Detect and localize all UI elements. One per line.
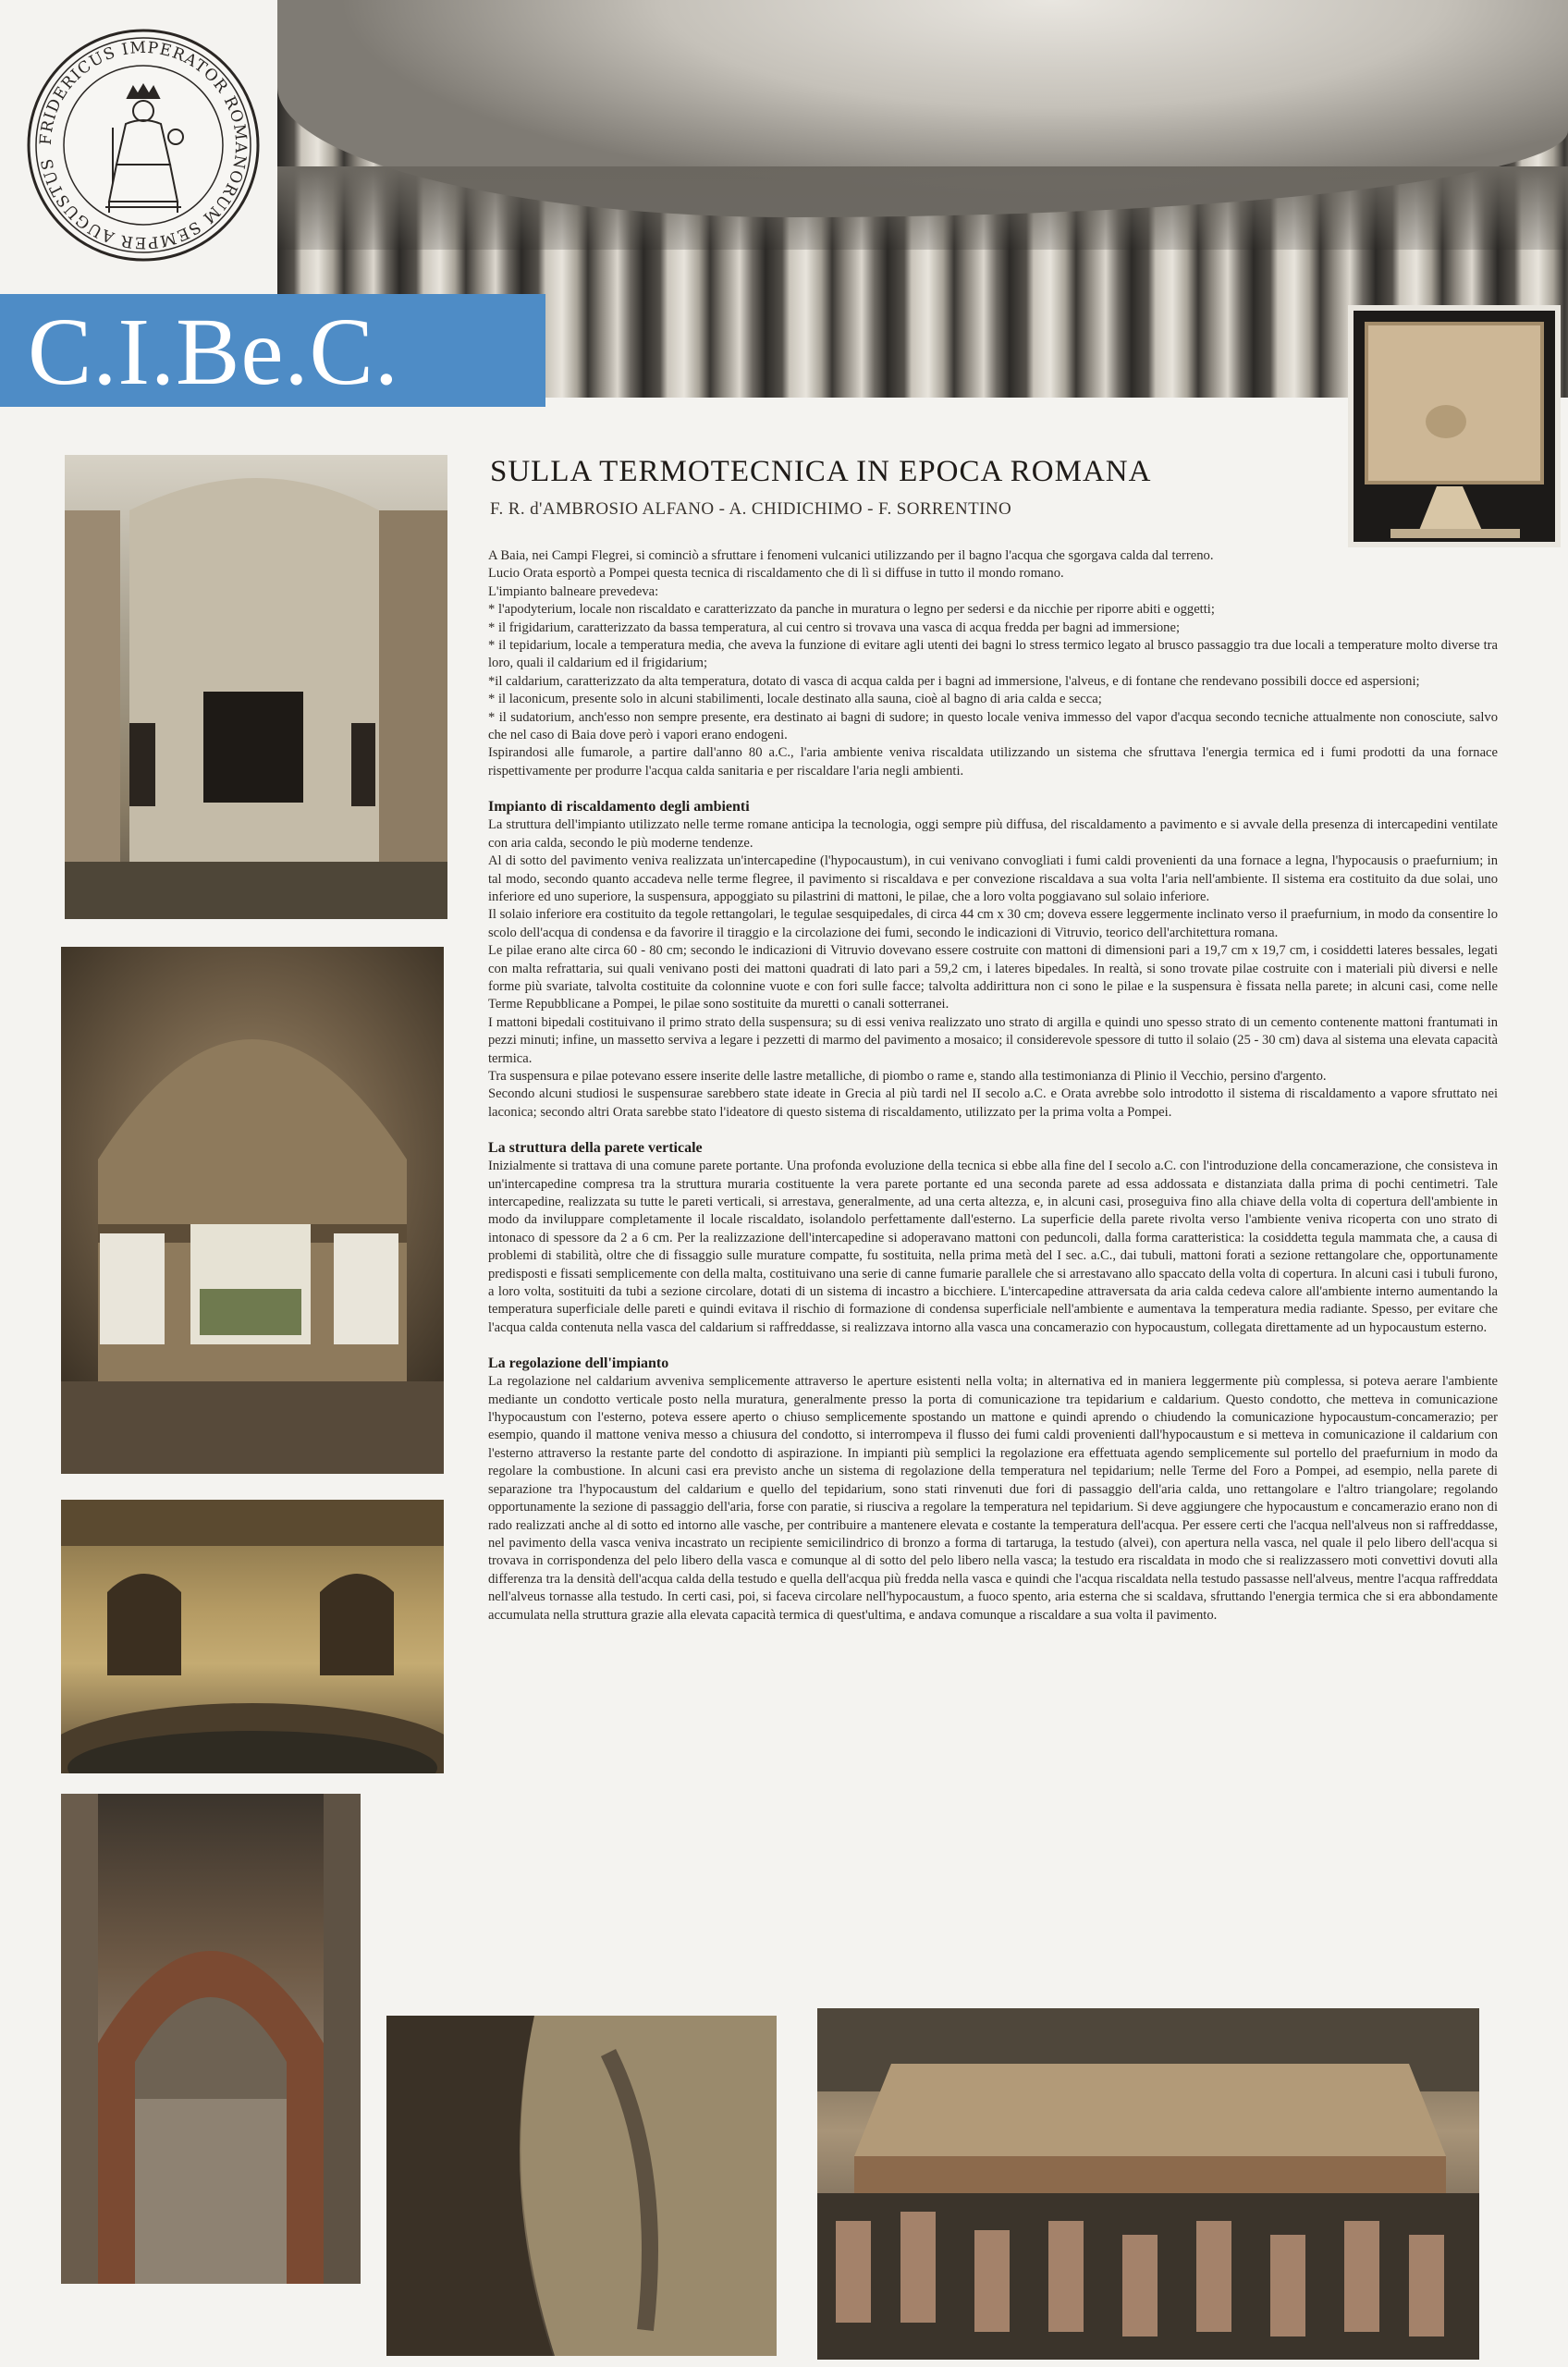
section-paragraph: Al di sotto del pavimento veniva realizzata un'intercapedine (l'hypocaustum), in cui venivano convogliati i fumi caldi provenienti da una fornace a legna, l'hypocausis o praefurnium; in tal modo, secondo quanto accadeva nelle terme flegree, il pavimento si riscaldava e per convezione riscaldava a sua volta l'aria nell'ambiente. Il sistema era costituito da due solai, uno inferiore ed uno superiore, la suspensura, appoggiato su pilastrini di mattoni, le pilae, che a loro volta poggiavano sul solaio inferiore. [488, 853, 1498, 904]
ruin-rotunda-photo [65, 455, 447, 919]
intro-paragraph: L'impianto balneare prevedeva: [488, 583, 659, 599]
section-paragraph: Tra suspensura e pilae potevano essere inserite delle lastre metalliche, di piombo o rame e, stando alla testimonianza di Plinio il Vecchio, persino d'argento. [488, 1068, 1327, 1084]
logo-text: C.I.Be.C. [28, 299, 399, 405]
frigidarium-niches-photo [61, 1500, 444, 1773]
intro-list-item: * il sudatorium, anch'esso non sempre presente, era destinato ai bagni di sudore; in questo locale veniva immesso del vapor d'acqua secondo tecniche attualmente non conosciute, salvo che nel caso di Baia dove però i vapori erano endogeni. [488, 709, 1498, 743]
section-heading: Impianto di riscaldamento degli ambienti [488, 799, 750, 816]
intro-paragraph: Lucio Orata esportò a Pompei questa tecnica di riscaldamento che di lì si diffuse in tutto il mondo romano. [488, 566, 1064, 582]
hypocaust-pilae-photo [817, 2008, 1479, 2360]
intro-paragraph: Ispirandosi alle fumarole, a partire dall'anno 80 a.C., l'aria ambiente veniva riscaldata utilizzando un sistema che sfruttava l'energia termica ed i fumi prodotti da una fornace rispettivamente per produrre l'acqua calda sanitaria e per riscaldare l'aria negli ambienti. [488, 745, 1498, 779]
imperial-seal-logo [24, 26, 263, 264]
page-title: SULLA TERMOTECNICA IN EPOCA ROMANA [490, 455, 1152, 488]
intro-list-item: * il laconicum, presente solo in alcuni stabilimenti, locale destinato alla sauna, cioè al bagno di aria calda e secca; [488, 692, 1102, 707]
section-wall [488, 1139, 1498, 1337]
rock-cave-photo [386, 2016, 777, 2356]
section-paragraph: Secondo alcuni studiosi le suspensurae sarebbero state ideate in Grecia al più tardi nel II secolo a.C. e Orata avrebbe solo introdotto il sistema di riscaldamento a vapore sfruttato nei laconica; secondo altri Orata sarebbe stato l'ideatore di questo sistema di riscaldamento, utilizzato per la prima volta a Pompei. [488, 1086, 1498, 1120]
svg-text:FRIDERICUS IMPERATOR ROMANORUM: FRIDERICUS IMPERATOR ROMANORUM SEMPER AUGUSTUS [36, 38, 251, 252]
authors-line: F. R. d'AMBROSIO ALFANO - A. CHIDICHIMO - F. SORRENTINO [490, 499, 1012, 519]
section-regulation [488, 1355, 1498, 1625]
intro-block [488, 547, 1498, 780]
brick-arch-photo [61, 1794, 361, 2284]
logo-band [0, 294, 545, 407]
artifact-photo [1348, 305, 1561, 547]
intro-list-item: * il frigidarium, caratterizzato da bassa temperatura, al cui centro si trovava una vasca di acqua fredda per bagni ad immersione; [488, 619, 1181, 635]
intro-list-item: *il caldarium, caratterizzato da alta temperatura, dotato di vasca di acqua calda per i bagni ad immersione, l'alveus, e di fontane che rendevano possibili docce ed aspersioni; [488, 673, 1420, 689]
section-paragraph: La struttura dell'impianto utilizzato nelle terme romane anticipa la tecnologia, oggi sempre più diffusa, del riscaldamento a pavimento e si avvale della presenza di intercapedini ventilate con aria calda, secondo le più moderne tendenze. [488, 817, 1498, 851]
intro-list-item: * l'apodyterium, locale non riscaldato e caratterizzato da panche in muratura o legno per sedersi e da nicchie per riporre abiti e oggetti; [488, 602, 1215, 618]
intro-paragraph: A Baia, nei Campi Flegrei, si cominciò a sfruttare i fenomeni vulcanici utilizzando per il bagno l'acqua che sgorgava calda dal terreno. [488, 548, 1214, 563]
section-paragraph: La regolazione nel caldarium avveniva semplicemente attraverso le aperture esistenti nella volta; in alternativa ed in maniera leggermente più complessa, si poteva aerare l'ambiente mediante un condotto verticale posto nella muratura, generalmente presso la porta di comunicazione tra tepidarium e caldarium. Questo condotto, che metteva in comunicazione l'hypocaustum con l'esterno, poteva essere aperto o chiuso semplicemente spostando un mattone e quindi aprendo o chiudendo la comunicazione hypocaustum-concamerazio; per esempio, quando il mattone veniva messo a chiusura del condotto, si interrompeva il flusso dei fumi caldi provenienti dall'hypocaustum e si metteva in comunicazione il caldarium con l'esterno attraverso la restante parte del condotto di aspirazione. In impianti più semplici la regolazione era effettuata agendo semplicemente sul portello del praefurnium in modo da regolare la combustione. In alcuni casi era previsto anche un sistema di regolazione della temperatura nel tepidarium; nelle Terme del Foro a Pompei, ad esempio, nella parete di separazione tra l'hypocaustum del caldarium e quello del tepidarium, sono stati rinvenuti due fori di passaggio dell'aria calda, uno rettangolare e l'altro triangolare; regolando opportunamente la sezione di passaggio dell'aria, forse con paratie, si riusciva a regolare la temperatura nel tepidarium. Si deve aggiungere che hypocaustum e concamerazio erano non di rado realizzati anche al di sotto ed intorno alle vasche, per contribuire a mantenere elevata e costante la temperatura dell'acqua. Per essere certi che l'acqua nell'alveus non si raffreddasse, nel pavimento della vasca veniva incastrato un recipiente semicilindrico di bronzo a forma di tartaruga, la testudo (alvei), con apertura nella vasca, nel quale il pelo libero dell'acqua si trovava in corrispondenza del pelo libero della vasca e comunque al di sotto del pelo libero nella vasca; la testudo era riscaldata in modo che si realizzassero moti convettivi dovuti alla differenza tra la densità dell'acqua calda della testudo e quella dell'acqua più fredda nella vasca e quindi che l'acqua riscaldata nella testudo passasse nell'alveus, mentre l'acqua raffreddata nell'alveus tornasse alla testudo. In certi casi, poi, si faceva circolare nell'hypocaustum, a fuoco spento, aria esterna che si scaldava, sfruttando l'energia termica che si era abbondamente accumulata nella struttura grazie alla elevata capacità termica di quest'ultima, e andava comunque a riscaldare a sua volta il pavimento. [488, 1374, 1498, 1623]
intro-list-item: * il tepidarium, locale a temperatura media, che aveva la funzione di evitare agli utenti dei bagni lo stress termico legato al brusco passaggio tra due locali a temperature molto diverse tra loro, quali il caldarium ed il frigidarium; [488, 638, 1498, 671]
section-paragraph: Inizialmente si trattava di una comune parete portante. Una profonda evoluzione della tecnica si ebbe alla fine del I secolo a.C. con l'introduzione della concamerazione, che consisteva in un'intercapedine compresa tra la struttura muraria costituente la vera parete portante ed una seconda parete ad essa addossata e distanziata dalla prima di pochi centimetri. Tale intercapedine, realizzata su tutte le pareti verticali, si arrestava, generalmente, ad una certa altezza, e, in alcuni casi, proseguiva fino alla chiave della volta di copertura dell'ambiente in modo da invilupparе completamente il locale riscaldato, isolandolo perfettamente dall'esterno. La superficie della parete rivolta verso l'ambiente veniva ricoperta con uno strato di intonaco di spessore da 2 a 6 cm. Per la realizzazione dell'intercapedine si adoperavano mattoni con peduncoli, dalla forma caratteristica: la cosiddetta tegula mammata che, a causa di problemi di stabilità, oltre che di fissaggio sulle murature compatte, fu sostituita, nella prima metà del I sec. a.C., dai tubuli, mattoni forati a sezione rettangolare che, opportunamente predisposti e fissati semplicemente con della malta, costituivano una serie di canne fumarie parallele che si arrestavano allo spaccato della volta di copertura. In alcuni casi i tubuli furono, a loro volta, sostituiti da tubi a sezione circolare, dotati di un sistema di incastro a bicchiere. L'intercapedine attraversata da aria calda cedeva calore all'ambiente interno aumentando la temperatura superficiale delle pareti e quindi evitava il rischio di formazione di condensa superficiale nell'ambiente e aumentava la temperatura media radiante. Spesso, per evitare che l'acqua calda contenuta nella vasca del caldarium si raffreddasse, si realizzava intorno alla vasca una concamerazio con hypocaustum, collegata direttamente ad un hypocaustum esterno. [488, 1159, 1498, 1335]
section-paragraph: I mattoni bipedali costituivano il primo strato della suspensura; su di essi veniva realizzato uno strato di argilla e quindi uno spesso strato di un cemento contenente mattoni frantumati in pezzi minuti; infine, un massetto serviva a legare i pezzetti di marmo del pavimento a mosaico; il considerevole spessore di tutto il solaio (25 - 30 cm) dava al sistema una elevata capacità termica. [488, 1014, 1498, 1066]
article-body [488, 547, 1498, 1625]
section-heading: La struttura della parete verticale [488, 1140, 703, 1157]
section-paragraph: Il solaio inferiore era costituito da tegole rettangolari, le tegulae sesquipedales, di circa 44 cm x 30 cm; doveva essere leggermente inclinato verso il praefurnium, in modo da consentire lo scolo dell'acqua di condensa e da favorire il tiraggio e la circolazione dei fumi, secondo le indicazioni di Vitruvio, teorico dell'architettura romana. [488, 907, 1498, 940]
domed-room-photo [61, 947, 444, 1474]
section-heading: La regolazione dell'impianto [488, 1355, 669, 1372]
section-heating [488, 798, 1498, 1122]
section-paragraph: Le pilae erano alte circa 60 - 80 cm; secondo le indicazioni di Vitruvio dovevano essere costruite con mattoni di dimensioni pari a 19,7 cm x 19,7 cm, i cosiddetti lateres bessales, legati con malta refrattaria, sui quali venivano posti dei mattoni quadrati di lato pari a 59,2 cm, i lateres bipedales. In realtà, si sono trovate pilae costruite con i materiali più diversi e nelle forme più svariate, talvolta costituite da colonnine vuote e con fori sulle facce; talvolta addirittura non ci sono le pilae e la suspensura è fissata nella parete; in alcuni casi, come nelle Terme Repubblicane a Pompei, le pilae sono sostituite da muretti o canali sotterranei. [488, 943, 1498, 1012]
